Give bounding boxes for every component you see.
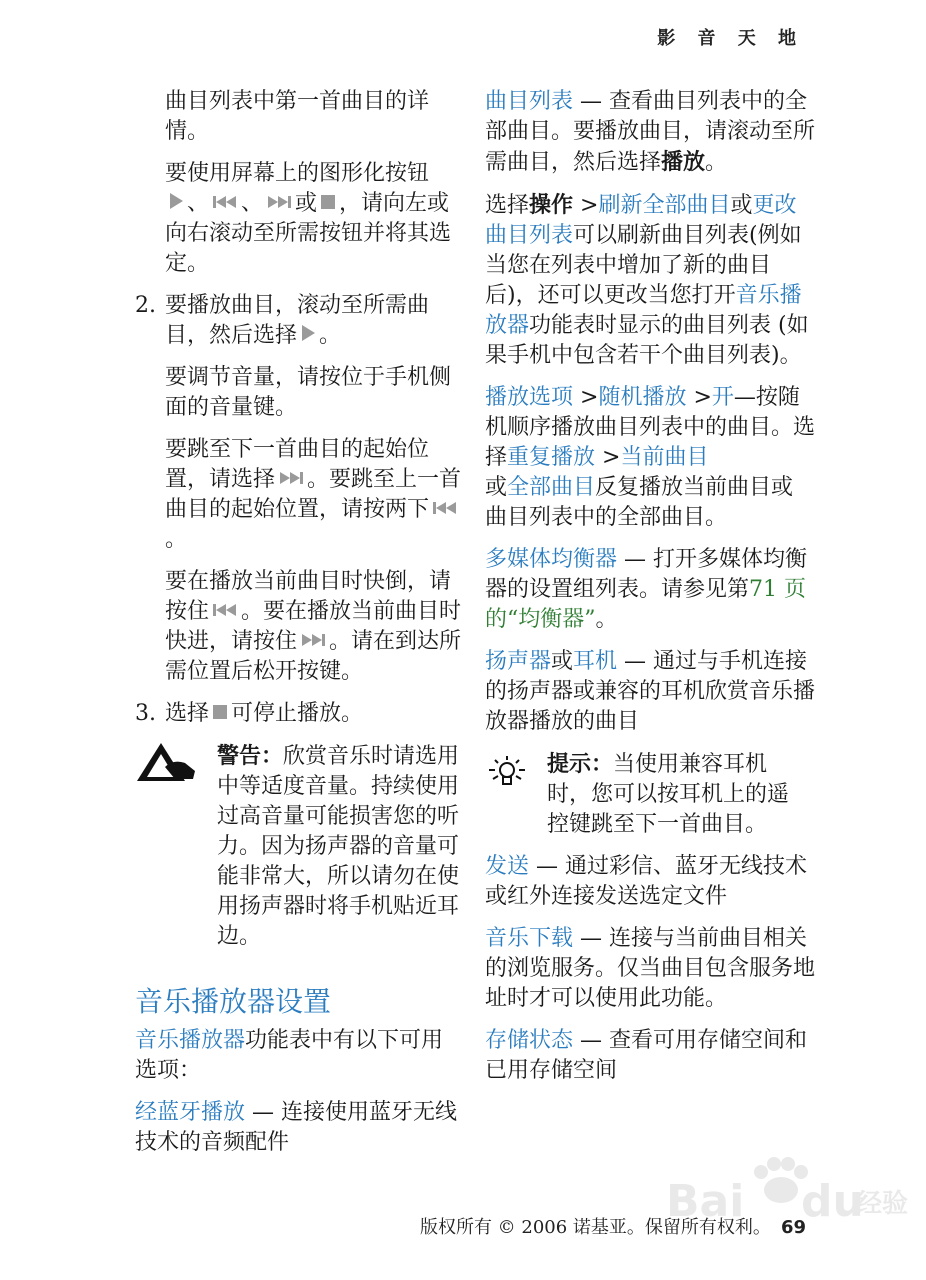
next-track-icon: [278, 465, 304, 495]
tip-text: 当使用兼容耳机时，您可以按耳机上的遥控键跳至下一首曲目。: [547, 752, 790, 837]
option-bluetooth-play: [135, 1098, 465, 1158]
text: 要播放曲目，滚动至所需曲目，然后选择: [165, 293, 430, 348]
text: — 查看曲目列表中的全部曲目。要播放曲目，请滚动至所需曲目，然后选择: [485, 89, 816, 175]
option-name: 更改曲目列表: [485, 193, 797, 248]
item-number: 3.: [135, 701, 156, 726]
right-column: [485, 87, 815, 1098]
text: 要使用屏幕上的图形化按钮: [165, 161, 430, 186]
option-name: 随机播放: [598, 385, 687, 410]
previous-track-icon: [432, 495, 458, 525]
section-header: 影 音 天 地: [657, 28, 804, 49]
stop-icon: [212, 699, 228, 729]
text: ，请向左或向右滚动至所需按钮并将其选定。: [165, 191, 452, 276]
tip-icon: [485, 755, 529, 800]
menu-reference: 音乐播放器: [135, 1028, 246, 1053]
text: — 通过彩信、蓝牙无线技术或红外连接发送选定文件: [485, 854, 808, 909]
paragraph-refresh-list: [485, 190, 815, 371]
option-track-list: [485, 87, 815, 178]
text: — 连接与当前曲目相关的浏览服务。仅当曲目包含服务地址时才可以使用此功能。: [485, 926, 816, 1011]
option-name: 经蓝牙播放: [135, 1100, 246, 1125]
next-track-icon: [266, 189, 292, 219]
text: >: [573, 193, 599, 218]
text: 可以刷新曲目列表(例如当您在列表中增加了新的曲目后)，还可以更改当您打开: [485, 223, 802, 308]
option-name: 发送: [485, 854, 530, 879]
warning-block: [135, 741, 465, 952]
option-name: 当前曲目: [620, 445, 709, 470]
text: 或: [485, 475, 508, 500]
text: — 查看可用存储空间和已用存储空间: [485, 1028, 808, 1083]
warning-icon: [135, 741, 197, 794]
paragraph-graphic-buttons: [165, 159, 465, 279]
item-number: 2.: [135, 293, 156, 318]
command-name: 操作: [529, 192, 574, 218]
text: 。要在播放当前曲目时快进，请按住: [165, 599, 462, 654]
option-name: 存储状态: [485, 1028, 574, 1053]
tip-label: 提示：: [547, 751, 614, 777]
section-title: 音乐播放器设置: [135, 985, 332, 1018]
stop-icon: [320, 189, 336, 219]
svg-text:Bai: Bai: [666, 1176, 745, 1227]
paragraph-track-details: 曲目列表中第一首曲目的详情。: [165, 89, 430, 144]
option-send: [485, 852, 815, 912]
text: 。: [165, 527, 188, 552]
text: 。: [595, 607, 618, 632]
text: 。: [319, 323, 342, 348]
warning-text: 欣赏音乐时请选用中等适度音量。持续使用过高音量可能损害您的听力。因为扬声器的音量可能非常大，所以请勿在使用扬声器时将手机贴近耳边。: [217, 744, 460, 949]
svg-text:经验: 经验: [856, 1189, 909, 1219]
play-icon: [300, 321, 316, 351]
menu-reference: 音乐播放器: [485, 283, 802, 338]
paragraph-settings-intro: [135, 1026, 465, 1086]
option-name: 播放选项: [485, 385, 574, 410]
text: 功能表中有以下可用选项：: [135, 1028, 444, 1083]
text: 可停止播放。: [231, 701, 364, 726]
play-icon: [168, 189, 184, 219]
option-music-download: [485, 924, 815, 1014]
text: —按随机顺序播放曲目列表中的曲目。选择: [485, 385, 816, 470]
text: >: [595, 445, 621, 470]
next-track-icon: [300, 627, 326, 657]
text: >: [686, 385, 712, 410]
text: 功能表时显示的曲目列表 (如果手机中包含若干个曲目列表)。: [485, 313, 809, 368]
text: — 打开多媒体均衡器的设置组列表。请参见第: [485, 547, 808, 602]
list-item-3: [135, 699, 465, 729]
text: 选择: [485, 193, 530, 218]
option-name: 多媒体均衡器: [485, 547, 618, 572]
text: 。要跳至上一首曲目的起始位置，请按两下: [165, 467, 462, 522]
text: 选择: [165, 701, 210, 726]
text: 。: [705, 150, 728, 175]
text: 要跳至下一首曲目的起始位置，请选择: [165, 437, 430, 492]
option-equalizer: [485, 545, 815, 635]
paragraph-volume: 要调节音量，请按位于手机侧面的音量键。: [165, 365, 452, 420]
text: 或: [730, 193, 753, 218]
option-speaker-headset: [485, 647, 815, 737]
text: 或: [295, 191, 318, 216]
cross-reference-link[interactable]: 71 页的“均衡器”: [485, 577, 807, 632]
text: >: [573, 385, 599, 410]
text: 或: [551, 649, 574, 674]
option-name: 耳机: [573, 649, 618, 674]
option-name: 曲目列表: [485, 89, 574, 114]
option-name: 开: [711, 385, 734, 410]
text: 反复播放当前曲目或曲目列表中的全部曲目。: [485, 475, 794, 530]
option-name: 全部曲目: [507, 475, 596, 500]
option-name: 刷新全部曲目: [598, 193, 731, 218]
option-name: 扬声器: [485, 649, 552, 674]
option-play-options: [485, 383, 815, 533]
paragraph-skip: [165, 435, 465, 555]
svg-text:du: du: [801, 1176, 864, 1227]
previous-track-icon: [212, 597, 238, 627]
text: 要在播放当前曲目时快倒，请按住: [165, 569, 452, 624]
page-footer: [420, 1213, 806, 1239]
left-column: [135, 87, 465, 1170]
warning-label: 警告：: [217, 743, 284, 769]
option-name: 音乐下载: [485, 926, 574, 951]
command-name: 播放: [661, 149, 706, 175]
tip-block: [485, 749, 809, 840]
text: 、: [241, 191, 264, 216]
option-memory-status: [485, 1026, 815, 1086]
text: 。请在到达所需位置后松开按键。: [165, 629, 462, 684]
paragraph-seek: [165, 567, 465, 687]
text: — 连接使用蓝牙无线技术的音频配件: [135, 1100, 458, 1155]
copyright-text: 版权所有 © 2006 诺基亚。保留所有权利。: [419, 1217, 771, 1238]
text: 、: [187, 191, 210, 216]
text: — 通过与手机连接的扬声器或兼容的耳机欣赏音乐播放器播放的曲目: [485, 649, 816, 734]
page-number: 69: [780, 1217, 806, 1238]
option-name: 重复播放: [507, 445, 596, 470]
list-item-2: [135, 291, 465, 351]
previous-track-icon: [212, 189, 238, 219]
